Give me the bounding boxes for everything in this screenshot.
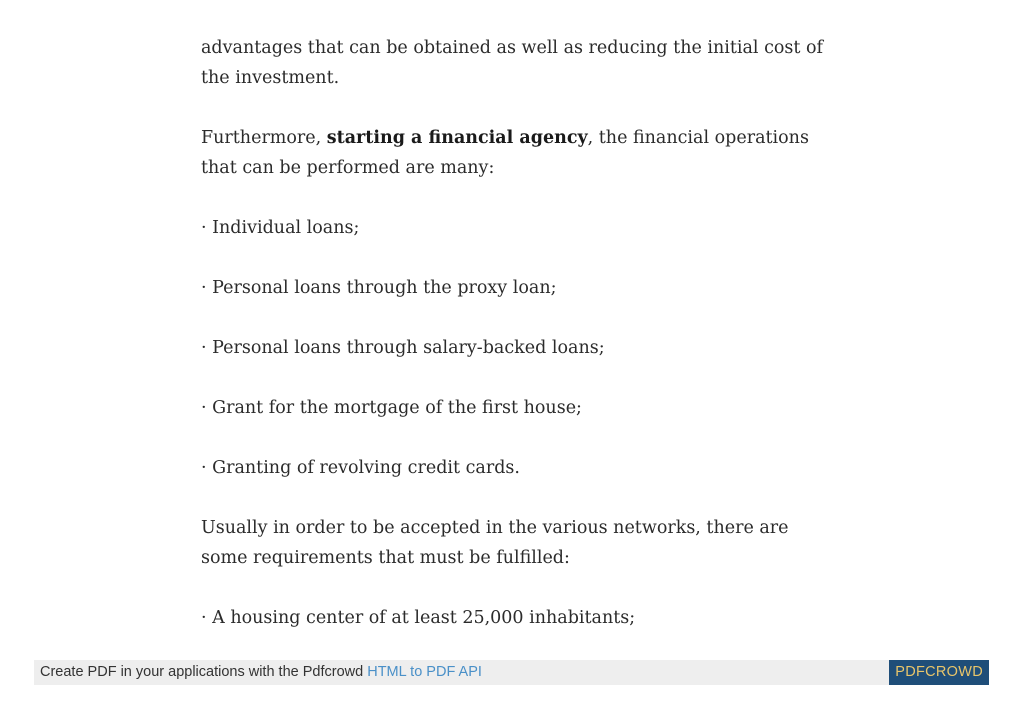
- html-to-pdf-api-link[interactable]: HTML to PDF API: [367, 664, 482, 680]
- paragraph-operations-bold: starting a financial agency: [326, 128, 588, 148]
- paragraph-operations: [201, 123, 831, 183]
- list-item-mortgage-grant: · Grant for the mortgage of the first house;: [201, 398, 582, 418]
- list-item-revolving-credit-cards: · Granting of revolving credit cards.: [201, 458, 520, 478]
- list-item-salary-backed-loans: · Personal loans through salary-backed loans;: [201, 338, 605, 358]
- pdfcrowd-footer-banner: [34, 660, 989, 685]
- paragraph-intro: advantages that can be obtained as well as reducing the initial cost of the investment.: [201, 38, 824, 88]
- list-item-proxy-loan: · Personal loans through the proxy loan;: [201, 278, 557, 298]
- footer-message: Create PDF in your applications with the Pdfcrowd: [40, 664, 368, 680]
- requirement-item-housing-center: · A housing center of at least 25,000 inhabitants;: [201, 608, 636, 628]
- footer-text: [40, 660, 482, 685]
- article-body: [201, 33, 831, 663]
- paragraph-requirements: Usually in order to be accepted in the various networks, there are some requirements that must be fulfilled:: [201, 518, 789, 568]
- paragraph-operations-suffix: , the financial operations that can be performed are many:: [201, 128, 809, 178]
- paragraph-operations-prefix: Furthermore,: [201, 128, 327, 148]
- pdfcrowd-brand-link[interactable]: PDFCROWD: [889, 660, 989, 685]
- list-item-individual-loans: · Individual loans;: [201, 218, 360, 238]
